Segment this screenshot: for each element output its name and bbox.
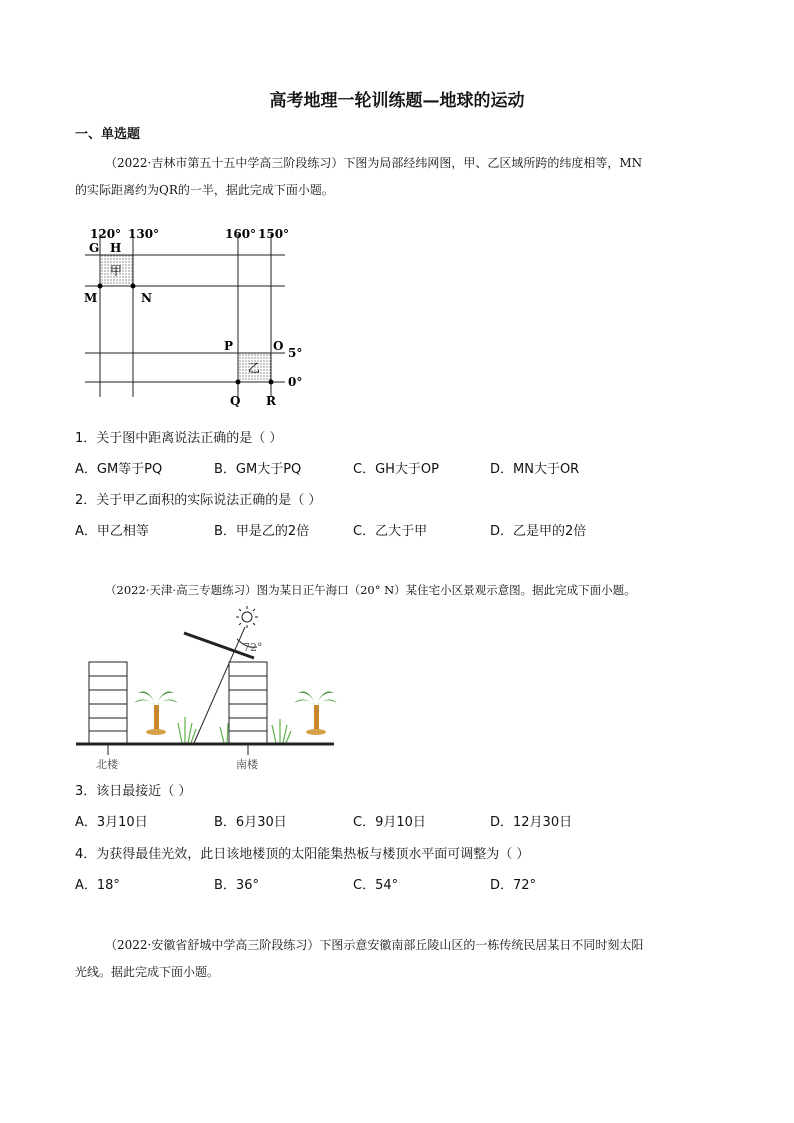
sun-icon (236, 606, 258, 628)
label-o: O (273, 339, 284, 353)
label-n: N (141, 291, 152, 305)
question-2: 2．关于甲乙面积的实际说法正确的是（ ） (75, 493, 322, 508)
q3-option-d[interactable]: D．12月30日 (490, 815, 573, 830)
q1-option-c[interactable]: C．GH大于OP (353, 462, 439, 477)
south-building-label: 南楼 (236, 758, 258, 771)
group1-intro-line1: （2022·吉林市第五十五中学高三阶段练习）下图为局部经纬网图，甲、乙区域所跨的纬度相等，MN (105, 156, 643, 170)
group2-intro-line: （2022·天津·高三专题练习）图为某日正午海口（20° N）某住宅小区景观示意图。据此完成下面小题。 (105, 583, 636, 597)
point-r (269, 380, 274, 385)
point-m (98, 284, 103, 289)
q2-option-c[interactable]: C．乙大于甲 (353, 524, 428, 539)
graticule-figure (80, 222, 310, 412)
q3-option-a[interactable]: A．3月10日 (75, 815, 148, 830)
page-title: 高考地理一轮训练题—地球的运动 (269, 91, 525, 111)
label-m: M (84, 291, 98, 305)
section-heading: 一、单选题 (75, 127, 141, 142)
lat-label-0: 0° (288, 375, 303, 389)
lon-label-160: 160° (225, 227, 257, 241)
group3-intro-line1: （2022·安徽省舒城中学高三阶段练习）下图示意安徽南部丘陵山区的一栋传统民居某日不同时刻太阳 (105, 938, 644, 952)
lon-label-130: 130° (128, 227, 160, 241)
group3-intro-line2: 光线。据此完成下面小题。 (75, 965, 220, 979)
group3-intro (75, 932, 725, 986)
label-q: Q (230, 394, 241, 408)
label-yi: 乙 (248, 361, 261, 375)
point-q (236, 380, 241, 385)
palm-tree-icon (134, 692, 178, 736)
q2-option-a[interactable]: A．甲乙相等 (75, 524, 149, 539)
q2-option-d[interactable]: D．乙是甲的2倍 (490, 524, 587, 539)
q1-option-d[interactable]: D．MN大于OR (490, 462, 580, 477)
north-building-label: 北楼 (96, 758, 118, 771)
label-h: H (110, 241, 122, 255)
q3-option-c[interactable]: C．9月10日 (353, 815, 426, 830)
palm-tree-icon (294, 692, 337, 736)
group1-intro-line2: 的实际距离约为QR的一半，据此完成下面小题。 (75, 183, 334, 197)
question-4: 4．为获得最佳光效，此日该地楼顶的太阳能集热板与楼顶水平面可调整为（ ） (75, 847, 530, 862)
lon-label-150: 150° (258, 227, 290, 241)
group2-intro (75, 577, 735, 604)
question-1: 1．关于图中距离说法正确的是（ ） (75, 431, 283, 446)
south-building (229, 662, 267, 743)
label-r: R (266, 394, 276, 408)
label-jia: 甲 (110, 264, 123, 278)
angle-label: 72° (243, 641, 263, 654)
q2-option-b[interactable]: B．甲是乙的2倍 (214, 524, 310, 539)
lat-label-5: 5° (288, 346, 303, 360)
q3-option-b[interactable]: B．6月30日 (214, 815, 287, 830)
q1-option-b[interactable]: B．GM大于PQ (214, 462, 302, 477)
group1-intro (75, 150, 725, 204)
north-building (89, 662, 127, 743)
q4-option-a[interactable]: A．18° (75, 878, 120, 893)
label-p: P (224, 339, 234, 353)
point-n (131, 284, 136, 289)
q1-option-a[interactable]: A．GM等于PQ (75, 462, 163, 477)
q4-option-c[interactable]: C．54° (353, 878, 399, 893)
label-g: G (89, 241, 100, 255)
lon-label-120: 120° (90, 227, 122, 241)
question-3: 3．该日最接近（ ） (75, 784, 192, 799)
q4-option-b[interactable]: B．36° (214, 878, 259, 893)
housing-figure (72, 605, 337, 775)
q4-option-d[interactable]: D．72° (490, 878, 537, 893)
